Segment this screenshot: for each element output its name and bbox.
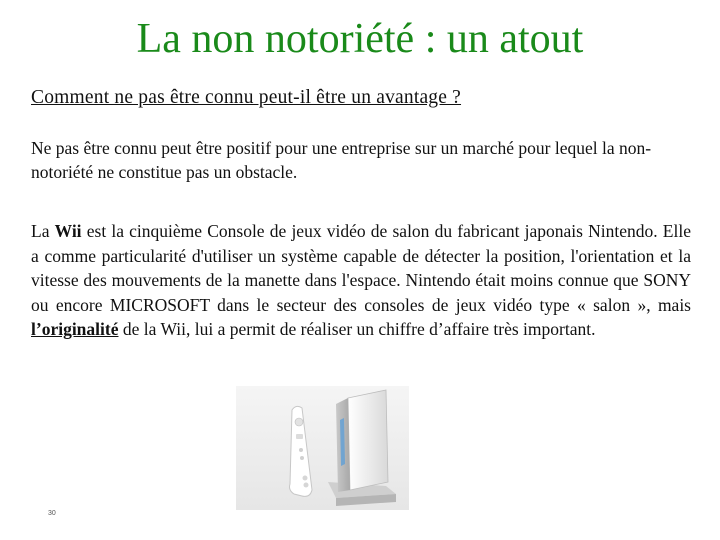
originalite-underlined-text: l’originalité — [31, 319, 119, 339]
slide-question: Comment ne pas être connu peut-il être un avantage ? — [31, 87, 462, 108]
wii-console-illustration — [236, 386, 409, 510]
paragraph-wii-part1: La — [31, 221, 55, 241]
paragraph-wii-part2: est la cinquième Console de jeux vidéo de salon du fabricant japonais Nintendo. Elle a comme particularité d'utiliser un système capable de détecter la position, l'orientation et la vitesse des mouvements de la manette dans l'espace. Nintendo était moins connue que SONY ou encore MICROSOFT dans le secteur des consoles de jeux vidéo type « salon », mais — [31, 221, 691, 315]
paragraph-wii — [31, 219, 691, 342]
slide-title: La non notoriété : un atout — [136, 16, 584, 62]
page-number: 30 — [48, 510, 56, 517]
paragraph-intro: Ne pas être connu peut être positif pour une entreprise sur un marché pour lequel la non-notoriété ne constitue pas un obstacle. — [31, 138, 652, 182]
wii-bold-text: Wii — [54, 221, 82, 241]
paragraph-wii-part3: de la Wii, lui a permit de réaliser un chiffre d’affaire très important. — [118, 319, 596, 339]
wii-console-photo — [236, 386, 409, 510]
